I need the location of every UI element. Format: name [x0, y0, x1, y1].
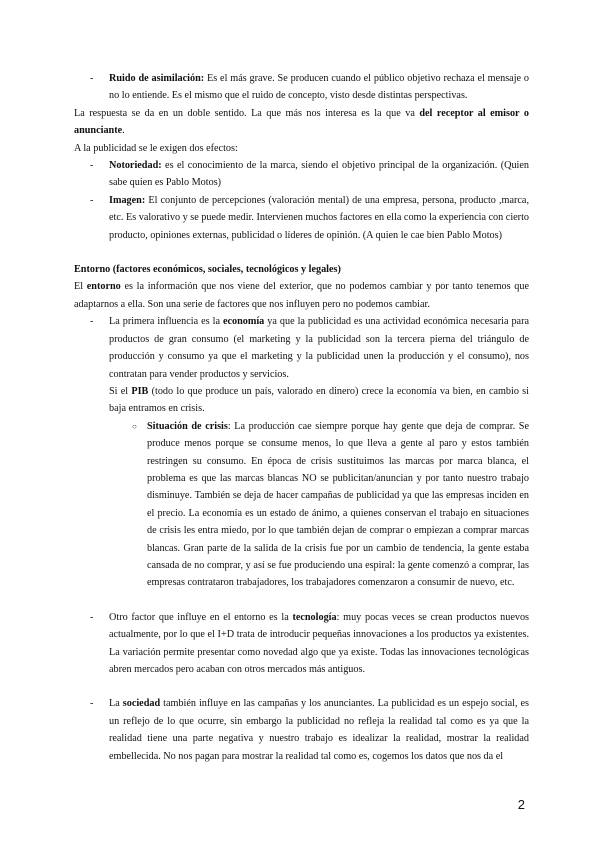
text-period: . [122, 125, 125, 137]
paragraph-entorno [74, 278, 529, 313]
text-tecnologia: : muy pocas veces se crean productos nuevos actualmente, por lo que el I+D trata de introducir pequeñas innovaciones a los productos ya existentes. La variación permite presentar como novedad algo que ya existe. Todas las innovaciones tecnológicas abren mercados pero acaban con otros mercados más antiguos. [109, 611, 530, 675]
term-ruido-asimilacion: Ruido de asimilación: [109, 73, 205, 84]
dash-bullet: - [90, 194, 94, 206]
dash-bullet: - [90, 73, 94, 84]
list-item-notoriedad [74, 157, 529, 192]
list-item-sociedad [74, 695, 529, 765]
spacer [74, 678, 529, 695]
text-situacion-crisis: : La producción cae siempre porque hay gente que deja de comprar. Se produce menos porque se consume menos, lo que lleva a gente al paro y estos también restringen su consumo. En época de crisis sustituimos las marcas por marca blanca, el problema es que las marcas blancas NO se publicitan/anuncian y por tanto nuestro trabajo disminuye. También se deja de hacer campañas de publicidad ya que las empresas inciden en el precio. La economía es un estado de ánimo, a quienes conservan el trabajo en situaciones de crisis les entra miedo, por lo que también dejan de comprar o empiezan a comprar marcas blancas. Gran parte de la salida de la crisis fue por un cambio de tendencia, la gente estaba cansada de no comprar, y así se fue produciendo una espiral: la gente comenzó a comprar, las empresas contrataron trabajadores, los trabajadores comenzaron a consumir de nuevo, etc. [147, 420, 529, 589]
text-economia: ya que la publicidad es una actividad económica necesaria para productos de gran consumo (el marketing y la publicidad son la tercera pierna del triángulo de producción y consumo ya que el marketing y la publicidad unen la producción y el consumo), nos contratan para vender productos y servicios. [109, 316, 529, 380]
term-notoriedad: Notoriedad: [109, 160, 162, 172]
spacer [74, 592, 529, 609]
text-imagen: El conjunto de percepciones (valoración mental) de una empresa, persona, producto ,marca, etc. Es valorativo y se puede medir. Intervienen muchos factores en ella como la experiencia con cierto producto, opiniones externas, publicidad o líderes de opinión. (A quien le cae bien Pablo Motos) [109, 194, 529, 241]
paragraph-efectos: A la publicidad se le exigen dos efectos: [74, 142, 238, 154]
text-respuesta: La respuesta se da en un doble sentido. La que más nos interesa es la que va [74, 107, 420, 119]
dash-bullet: - [90, 316, 94, 328]
term-pib: PIB [131, 385, 149, 397]
document-body [74, 70, 529, 765]
dash-bullet: - [90, 611, 94, 623]
section-heading-entorno: Entorno (factores económicos, sociales, tecnológicos y legales) [74, 264, 341, 276]
text-pib-pre: Si el [109, 385, 132, 397]
text-ruido-asimilacion: Es el más grave. Se producen cuando el público objetivo rechaza el mensaje o no lo entiende. Es el mismo que el ruido de concepto, visto desde distintas perspectivas. [109, 73, 529, 102]
list-item-situacion-crisis [74, 418, 529, 592]
text-pib: (todo lo que produce un país, valorado en dinero) crece la economía va bien, en cambio si baja entramos en crisis. [109, 385, 529, 415]
dash-bullet: - [90, 160, 94, 172]
circle-bullet: ○ [132, 421, 137, 431]
paragraph-respuesta [74, 105, 529, 140]
text-entorno-pre: El [74, 281, 87, 293]
text-sociedad-pre: La [109, 698, 123, 710]
spacer [74, 244, 529, 261]
list-item-imagen [74, 192, 529, 244]
term-imagen: Imagen: [109, 194, 146, 206]
term-tecnologia: tecnología [292, 611, 337, 623]
list-item-economia [74, 313, 529, 383]
text-notoriedad: es el conocimiento de la marca, siendo el objetivo principal de la organización. (Quien sabe quien es Pablo Motos) [109, 160, 529, 189]
dash-bullet: - [90, 698, 94, 710]
page-number: 2 [517, 797, 525, 812]
term-entorno: entorno [86, 281, 121, 293]
text-entorno: es la información que nos viene del exterior, que no podemos cambiar y por tanto tenemos que adaptarnos a ella. Son una serie de factores que nos influyen pero no podemos cambiar. [74, 281, 529, 310]
list-item-tecnologia [74, 609, 529, 679]
text-economia-pre: La primera influencia es la [109, 316, 223, 328]
term-economia: economía [222, 316, 265, 328]
term-receptor-emisor: del receptor al emisor o anunciante [74, 107, 529, 137]
text-tecnologia-pre: Otro factor que influye en el entorno es la [109, 611, 293, 623]
term-situacion-crisis: Situación de crisis [147, 420, 228, 432]
list-item-ruido-asimilacion [74, 70, 529, 105]
term-sociedad: sociedad [122, 698, 161, 710]
text-sociedad: también influye en las campañas y los anunciantes. La publicidad es un espejo social, es un reflejo de lo que ocurre, sin embargo la publicidad no refleja la realidad tal como es ya que la realidad tiene una parte negativa y nuestro trabajo es idealizar la realidad, mostrar la realidad embellecida. No nos pagan para mostrar la realidad tal como es, cogemos los datos que nos da el [109, 698, 529, 762]
paragraph-pib [74, 383, 529, 418]
